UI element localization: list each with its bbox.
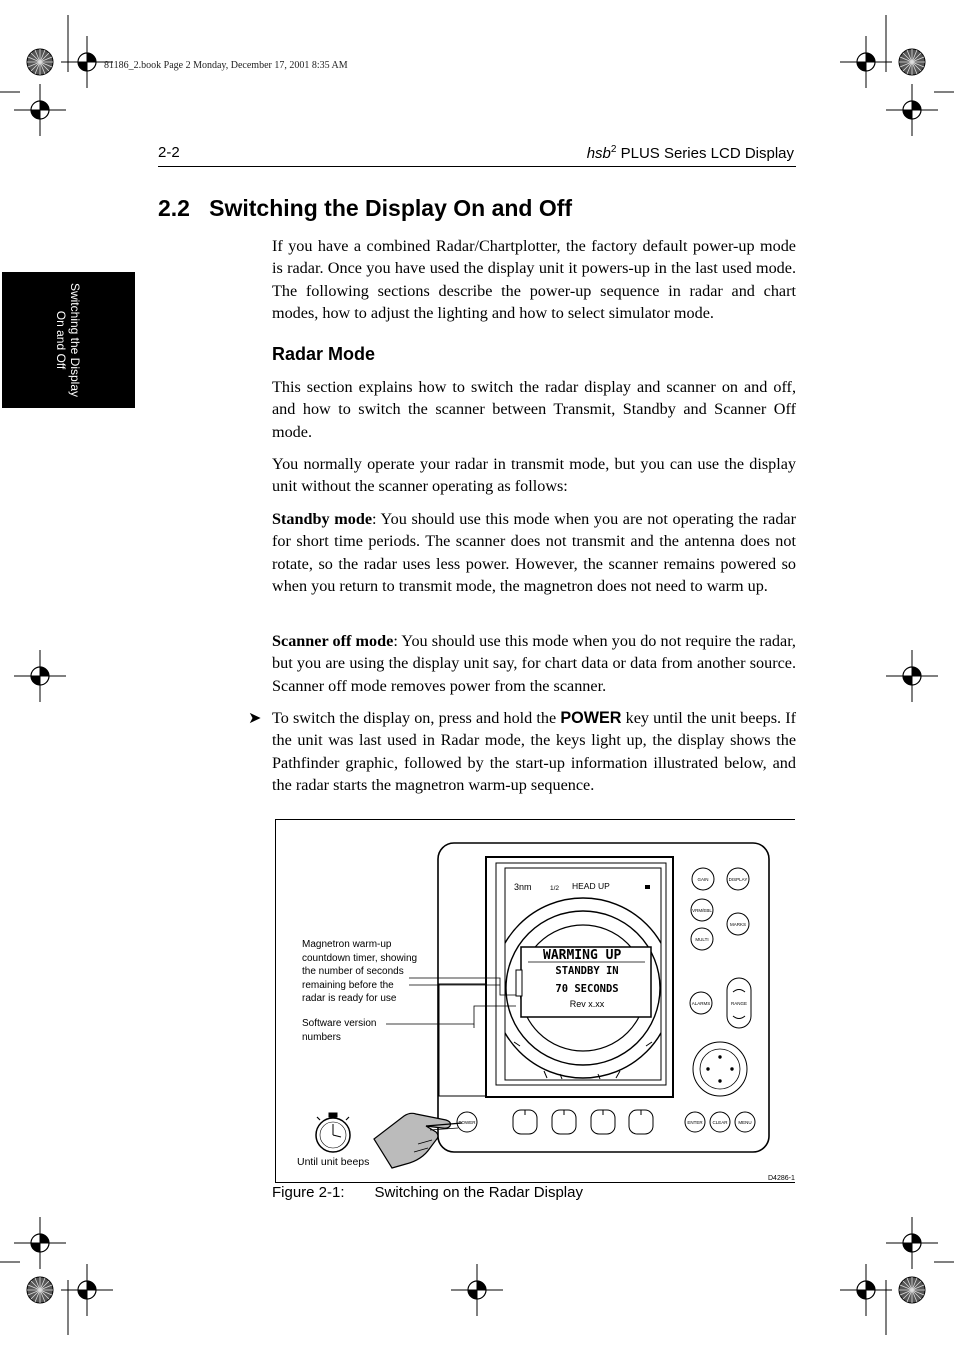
callout-timer: [302, 938, 417, 1006]
alarms-key-label: ALARMS: [691, 1001, 711, 1006]
range-key-label: RANGE: [730, 1001, 748, 1006]
side-tab-line-1: Switching the Display: [68, 282, 82, 398]
running-title-brand: hsb: [586, 145, 611, 162]
figure-caption-number: Figure 2-1:: [272, 1184, 345, 1201]
step-text-post: key until the unit beeps. If the unit was last used in Radar mode, the keys light up, the display shows the Pathfinder graphic, followed by the start-up information illustrated below, and the radar starts the magnetron warm-up sequence.: [272, 709, 796, 795]
marks-key-label: MARKS: [729, 922, 747, 927]
side-tab: [2, 272, 135, 408]
screen-mode: HEAD UP: [572, 881, 610, 891]
book-info-line: 81186_2.book Page 2 Monday, December 17, 2001 8:35 AM: [104, 60, 348, 71]
drawing-id: D4286-1: [768, 1175, 795, 1182]
display-key-label: DISPLAY: [728, 877, 748, 882]
screen-range: 3nm: [514, 882, 532, 892]
scanner-off-term: Scanner off mode: [272, 632, 394, 650]
callout-version-line-1: Software version: [302, 1018, 377, 1029]
scanner-off-text: : You should use this mode when you do not require the radar, but you are using the display unit say, for chart data or data from another source. Scanner off mode removes power from the scanner.: [272, 632, 796, 695]
screen-seconds: 70 SECONDS: [555, 983, 619, 995]
screen-rings: 1/2: [550, 885, 560, 892]
radar-paragraph-2: You normally operate your radar in transmit mode, but you can use the display unit without the scanner operating as follows:: [272, 455, 796, 496]
section-heading: [158, 195, 572, 222]
gain-key-label: GAIN: [697, 877, 709, 882]
power-key-label: POWER: [458, 1120, 476, 1125]
multi-key-label: MULTI: [695, 937, 709, 942]
clear-key-label: CLEAR: [712, 1120, 728, 1125]
side-tab-line-2: On and Off: [54, 310, 68, 370]
standby-text: : You should use this mode when you are not operating the radar for short time periods. The scanner does not transmit and the antenna does not rotate, so the radar uses less power. However, the scanner remains powered so when you return to transmit mode, the magnetron does not need to warm up.: [272, 510, 796, 596]
stopwatch-icon: [316, 1113, 350, 1152]
power-key-name: POWER: [560, 709, 622, 727]
callout-timer-line-3: the number of seconds: [302, 966, 404, 978]
step-text-pre: To switch the display on, press and hold the: [272, 709, 561, 727]
menu-key-label: MENU: [738, 1120, 752, 1125]
running-title-rest: PLUS Series LCD Display: [616, 145, 794, 162]
callout-version-line-2: numbers: [302, 1031, 341, 1043]
scanner-off-paragraph: [272, 630, 796, 697]
beep-label: Until unit beeps: [297, 1156, 370, 1168]
figure-caption-title: Switching on the Radar Display: [374, 1184, 583, 1201]
figure-caption: [272, 1184, 583, 1201]
callout-timer-line-2: countdown timer, showing: [302, 952, 418, 964]
section-number: 2.2: [158, 195, 190, 221]
enter-key-label: ENTER: [687, 1120, 703, 1125]
screen-standby-in: STANDBY IN: [555, 965, 619, 977]
section-title: Switching the Display On and Off: [209, 195, 573, 221]
callout-timer-line-4: remaining before the: [302, 979, 394, 991]
callout-version: [302, 1017, 376, 1044]
callout-timer-line-5: radar is ready for use: [302, 993, 397, 1005]
intro-paragraph: If you have a combined Radar/Chartplotter, the factory default power-up mode is radar. Once you have used the display unit it powers-up in the last used mode. The following sections describe the power-up sequence in radar and chart modes, how to adjust the lighting and how to select simulator mode.: [272, 237, 796, 323]
subsection-heading: Radar Mode: [272, 344, 376, 364]
standby-paragraph: [272, 508, 796, 598]
radar-paragraph-1: This section explains how to switch the radar display and scanner on and off, and how to switch the scanner between Transmit, Standby and Scanner Off mode.: [272, 378, 796, 441]
standby-term: Standby mode: [272, 510, 373, 528]
page-number: 2-2: [158, 144, 180, 161]
screen-warming-up: WARMING UP: [543, 948, 622, 963]
screen-rev: Rev x.xx: [569, 999, 605, 1009]
running-title-superscript: 2: [610, 144, 617, 155]
side-tab-label: [54, 272, 82, 408]
step-paragraph: [272, 707, 796, 797]
running-title: [587, 144, 794, 162]
header-rule: [158, 166, 796, 167]
step-arrow-icon: ➤: [248, 710, 262, 727]
callout-timer-line-1: Magnetron warm-up: [302, 939, 392, 950]
vrm-ebl-key-label: VRM/EBL: [692, 908, 712, 913]
